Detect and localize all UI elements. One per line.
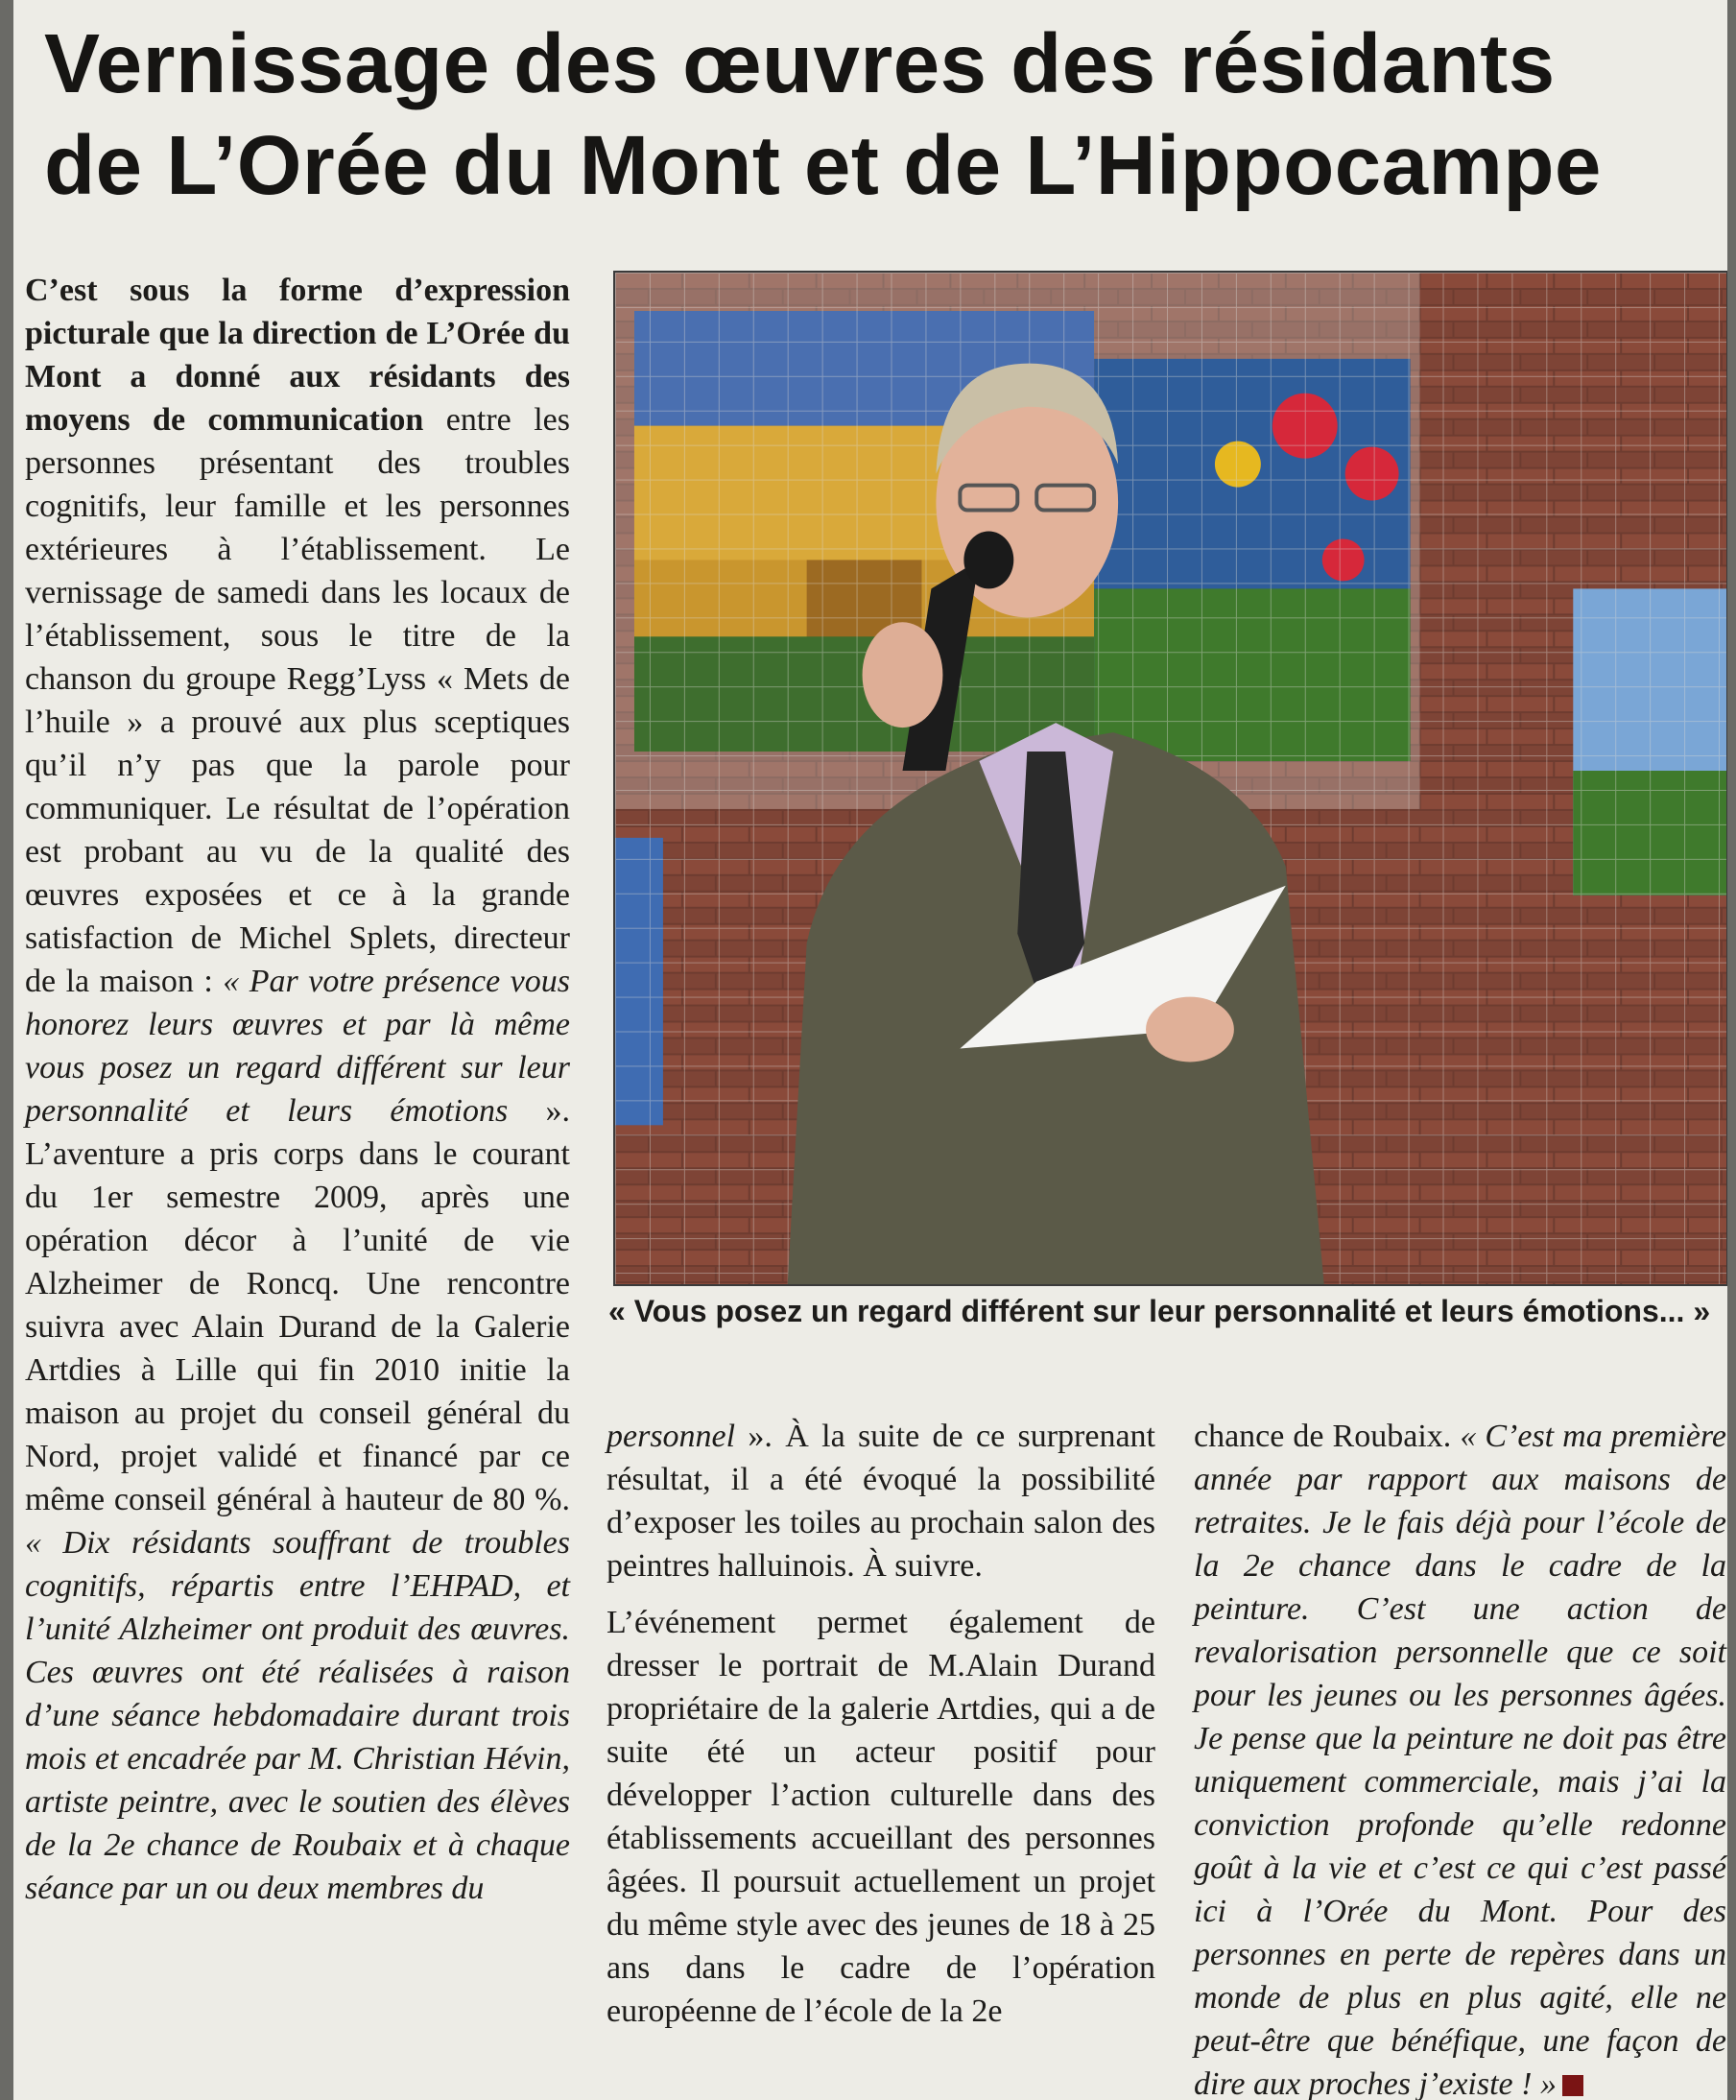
body-text: chance de Roubaix. <box>1194 1419 1461 1454</box>
durand-quote: « C’est ma première année par rapport aux maisons de retraites. Je le fais déjà pour l’école de la 2e chance dans le cadre de la peinture. C’est une action de revalorisation personnelle que ce soit pour les jeunes ou les personnes âgées. Je pense que la peinture ne doit pas être uniquement commerciale, mais j’ai la conviction profonde qu’elle redonne goût à la vie et c’est ce qui c’est passé ici à l’Orée du Mont. Pour des personnes en perte de repères dans un monde de plus en plus agité, elle ne peut-être que bénéfique, une façon de dire aux proches j’existe ! » <box>1194 1419 1726 2100</box>
article-title <box>44 13 1727 217</box>
article-paragraph <box>606 1415 1155 1587</box>
speaker-photo-illustration <box>615 273 1726 1284</box>
article-paragraph <box>1194 1415 1726 2100</box>
newspaper-page <box>13 0 1727 2100</box>
title-line-1: Vernissage des œuvres des résidants <box>44 17 1556 110</box>
article-column-middle <box>606 1415 1155 2033</box>
title-line-2: de L’Orée du Mont et de L’Hippocampe <box>44 119 1602 212</box>
article-lead: C’est sous la forme d’expression picturale que la direction de L’Orée du Mont a donné aux résidants des moyens de communication <box>25 273 570 438</box>
project-quote: « Dix résidants souffrant de troubles cognitifs, répartis entre l’EHPAD, et l’unité Alzheimer ont produit des œuvres. Ces œuvres ont été réalisées à raison d’une séance hebdomadaire durant trois mois et encadrée par M. Christian Hévin, artiste peintre, avec le soutien des élèves de la 2e chance de Roubaix et à chaque séance par un ou deux membres du <box>25 1525 570 1906</box>
article-photo <box>613 271 1727 1286</box>
quote-continuation: personnel <box>606 1419 736 1454</box>
body-text: ». L’aventure a pris corps dans le courant du 1er semestre 2009, après une opération décor à l’unité de vie Alzheimer de Roncq. Une rencontre suivra avec Alain Durand de la Galerie Artdies à Lille qui fin 2010 initie la maison au projet du conseil général du Nord, projet validé et financé par ce même conseil général à hauteur de 80 %. <box>25 1093 571 1517</box>
director-quote: « Par votre présence vous honorez leurs œuvres et par là même vous posez un regard différent sur leur personnalité et leurs émotions <box>25 964 570 1129</box>
body-text: ». À la suite de ce surprenant résultat, il a été évoqué la possibilité d’exposer les toiles au prochain salon des peintres halluinois. À suivre. <box>606 1419 1155 1584</box>
article-end-mark <box>1562 2075 1583 2096</box>
article-column-right <box>1194 1415 1726 2100</box>
body-text: entre les personnes présentant des troubles cognitifs, leur famille et les personnes extérieures à l’établissement. Le vernissage de samedi dans les locaux de l’établissement, sous le titre de la chanson du groupe Regg’Lyss « Mets de l’huile » a prouvé aux plus sceptiques qu’il n’y pas que la parole pour communiquer. Le résultat de l’opération est probant au vu de la qualité des œuvres exposées et ce à la grande satisfaction de Michel Splets, directeur de la maison : <box>25 402 571 999</box>
photo-caption: « Vous posez un regard différent sur leur personnalité et leurs émotions... » <box>608 1294 1711 1328</box>
article-column-left <box>25 269 570 1910</box>
article-paragraph: L’événement permet également de dresser le portrait de M.Alain Durand propriétaire de la galerie Artdies, qui a de suite été un acteur positif pour développer l’action culturelle dans des établissements accueillant des personnes âgées. Il poursuit actuellement un projet du même style avec des jeunes de 18 à 25 ans dans le cadre de l’opération européenne de l’école de la 2e <box>606 1605 1155 2029</box>
article-paragraph <box>25 269 570 1910</box>
